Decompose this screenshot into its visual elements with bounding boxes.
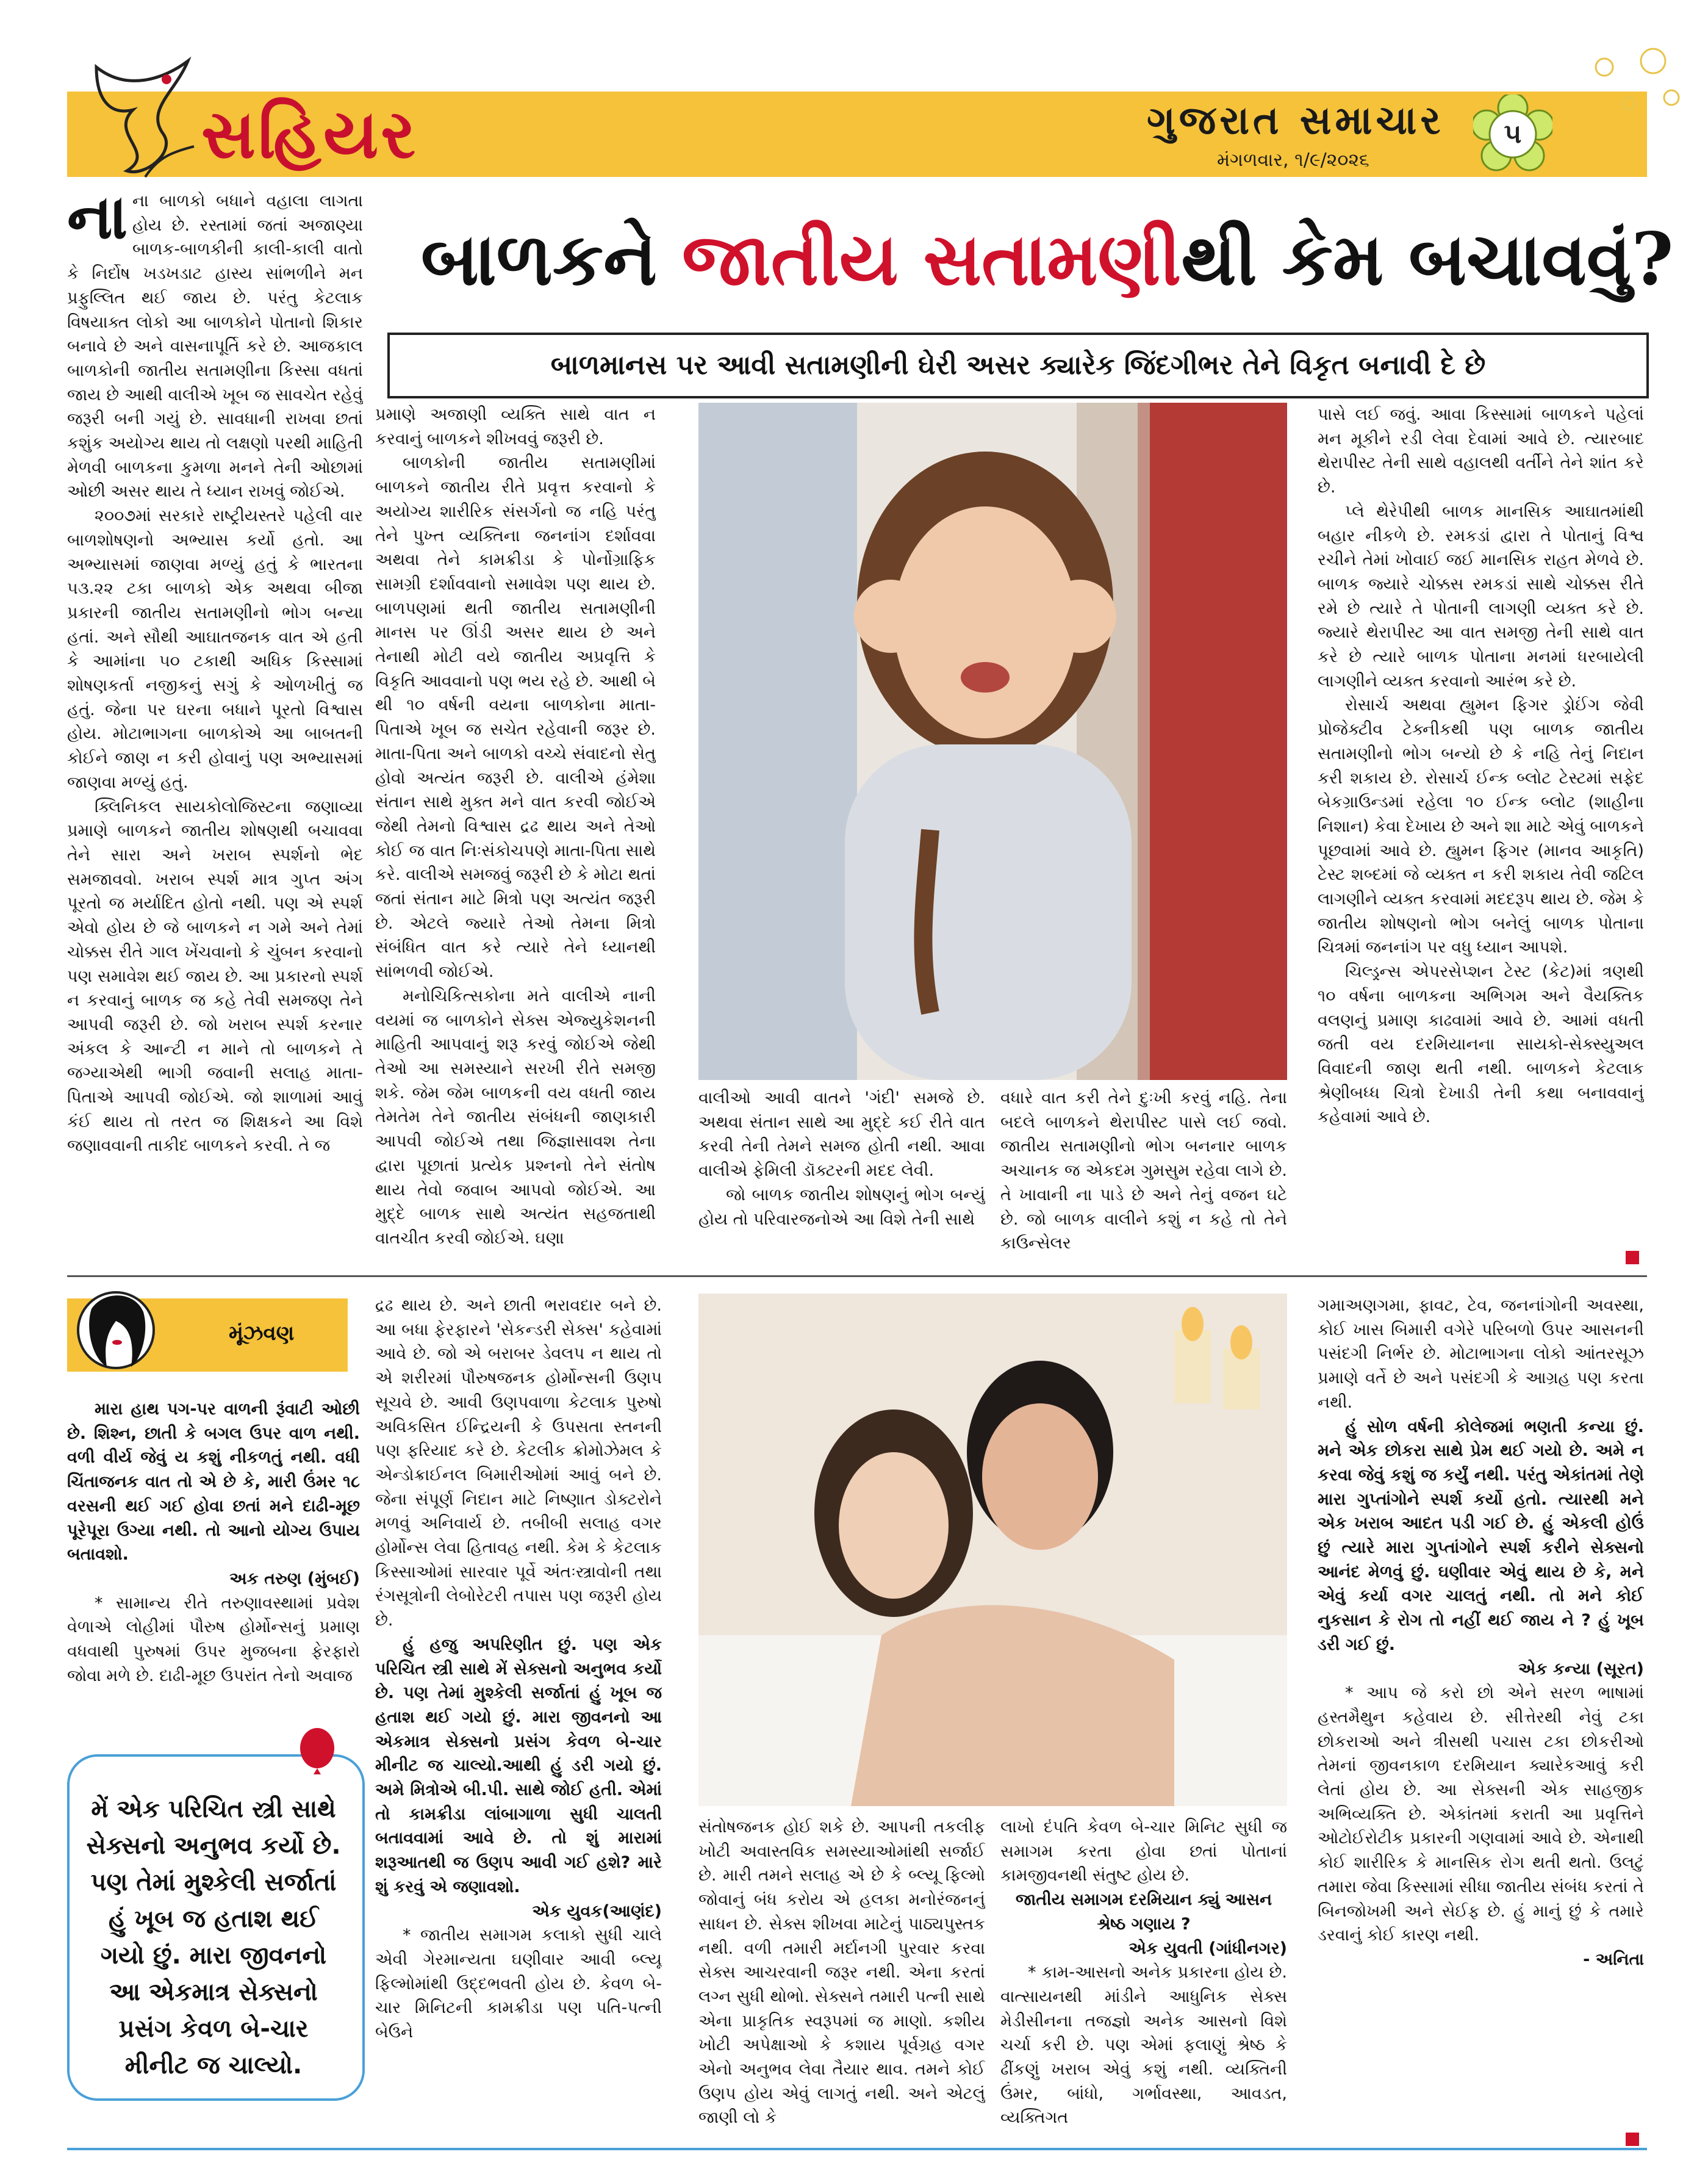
newspaper-name: ગુજરાત સમાચાર [1147, 98, 1444, 143]
advice-column-2: દ્રઢ થાય છે. અને છાતી ભરાવદાર બને છે. આ બધા ફેરફારને 'સેકન્ડરી સેક્સ' કહેવામાં આવે છે. જો એ બરાબર ડેવલપ ન થાય તો એ શરીરમાં પૌરુષજનક હોર્મોન્સની ઉણપ સૂચવે છે. આવી ઉણપવાળા કેટલાક પુરુષો અવિકસિત ઈન્દ્રિયની કે ઉપસતા સ્તનની પણ ફરિયાદ કરે છે. કેટલીક ક્રોમોઝેમલ કે એન્ડોક્રાઈનલ બિમારીઓમાં આવું બને છે. જેના સંપૂર્ણ નિદાન માટે નિષ્ણાત ડોક્ટરોને મળવું અનિવાર્ય છે. તબીબી સલાહ વગર હોર્મોન્સ લેવા હિતાવહ નથી. કેમ કે કેટલાક કિસ્સાઓમાં સારવાર પૂર્વે અંતઃસ્ત્રાવોની તથા રંગસૂત્રોની લેબોરેટરી તપાસ પણ જરૂરી હોય છે. હું હજુ અપરિણીત છું. પણ એક પરિચિત સ્ત્રી સાથે મેં સેક્સનો અનુભવ કર્યો છે. પણ તેમાં મુશ્કેલી સર્જાતાં હું ખૂબ જ હતાશ થઈ ગયો છું. મારા જીવનનો આ એકમાત્ર સેક્સનો પ્રસંગ કેવળ બે-ચાર મીનીટ જ ચાલ્યો.આથી હું ડરી ગયો છું. અમે મિત્રોએ બી.પી. સાથે જોઈ હતી. એમાં તો કામક્રીડા લાંબાગાળા સુધી ચાલતી બતાવવામાં આવે છે. તો શું મારામાં શરૂઆતથી જ ઉણપ આવી ગઈ હશે? મારે શું કરવું એ જણાવશો. એક યુવક(આણંદ) * જાતીય સમાગમ કલાકો સુધી ચાલે એવી ગેરમાન્યતા ઘણીવાર આવી બ્લ્યૂ ફિલ્મોમાંથી ઉદ્દભવતી હોય છે. કેવળ બે-ચાર મિનિટની કામક્રીડા પણ પતિ-પત્ની બેઉને [375, 1296, 662, 2042]
article-column-1: નાના બાળકો બધાને વહાલા લાગતા હોય છે. રસ્તામાં જતાં અજાણ્યા બાળક-બાળકીની કાલી-કાલી વાતો કે નિર્દોષ ખડખડાટ હાસ્ય સાંભળીને મન પ્રફુલ્લિત થઈ જાય છે. પરંતુ કેટલાક વિષયાક્ત લોકો આ બાળકોને પોતાનો શિકાર બનાવે છે અને વાસનાપૂર્તિ કરે છે. આજકાલ બાળકોની જાતીય સતામણીના કિસ્સા વધતાં જાય છે આથી વાલીએ ખૂબ જ સાવચેત રહેવું જરૂરી બની ગયું છે. સાવધાની રાખવા છતાં કશુંક અયોગ્ય થાય તો લક્ષણો પરથી માહિતી મેળવી બાળકના કુમળા મનને તેની ઓછામાં ઓછી અસર થાય તે ધ્યાન રાખવું જોઈએ. ૨૦૦૭માં સરકારે રાષ્ટ્રીયસ્તરે પહેલી વાર બાળશોષણનો અભ્યાસ કર્યો હતો. આ અભ્યાસમાં જાણવા મળ્યું હતું કે ભારતના ૫૩.૨૨ ટકા બાળકો એક અથવા બીજા પ્રકારની જાતીય સતામણીનો ભોગ બન્યા હતાં. અને સૌથી આઘાતજનક વાત એ હતી કે આમાંના ૫૦ ટકાથી અધિક કિસ્સામાં શોષણકર્તા નજીકનું સગું કે ઓળખીતું જ હતું. જેના પર ઘરના બધાને પૂરતો વિશ્વાસ હોય. મોટાભાગના બાળકોએ આ બાબતની કોઈને જાણ ન કરી હોવાનું પણ અભ્યાસમાં જાણવા મળ્યું હતું. ક્લિનિકલ સાયકોલોજિસ્ટના જણાવ્યા પ્રમાણે બાળકને જાતીય શોષણથી બચાવવા તેને સારા અને ખરાબ સ્પર્શનો ભેદ સમજાવવો. ખરાબ સ્પર્શ માત્ર ગુપ્ત અંગ પૂરતો જ મર્યાદિત હોતો નથી. પણ એ સ્પર્શ એવો હોય છે જે બાળકને ન ગમે અને તેમાં ચોક્કસ રીતે ગાલ ખેંચવાનો કે ચુંબન કરવાનો પણ સમાવેશ થઈ જાય છે. આ પ્રકારનો સ્પર્શ ન કરવાનું બાળક જ કહે તેવી સમજણ તેને આપવી જરૂરી છે. જો ખરાબ સ્પર્શ કરનાર અંકલ કે આન્ટી ન માને તો બાળકને તે જગ્યાએથી ભાગી જવાની સલાહ માતા-પિતાએ આપવી જોઈએ. જો શાળામાં આવું કંઈ થાય તો તરત જ શિક્ષકને આ વિશે જણાવવાની તાકીદ બાળકને કરવી. તે જ [67, 189, 363, 1156]
advice-column-4: ગમાઅણગમા, ફાવટ, ટેવ, જનનાંગોની અવસ્થા, કોઈ ખાસ બિમારી વગેરે પરિબળો ઉપર આસનની પસંદગી નિર્ભર છે. મોટાભાગના લોકો આંતરસૂઝ પ્રમાણે વર્તે છે અને પસંદગી કે આગ્રહ પણ કરતા નથી. હું સોળ વર્ષની કોલેજમાં ભણતી કન્યા છું. મને એક છોકરા સાથે પ્રેમ થઈ ગયો છે. અમે ન કરવા જેવું કશું જ કર્યું નથી. પરંતુ એકાંતમાં તેણે મારા ગુપ્તાંગોને સ્પર્શ કર્યો હતો. ત્યારથી મને એક ખરાબ આદત પડી ગઈ છે. હું એકલી હોઉં છું ત્યારે મારા ગુપ્તાંગોને સ્પર્શ કરીને સેક્સનો આનંદ મેળવું છું. ઘણીવાર એવું થાય છે કે, મને એવું કર્યા વગર ચાલતું નથી. તો મને કોઈ નુકસાન કે રોગ તો નહીં થઈ જાય ને ? હું ખૂબ ડરી ગઈ છું. એક કન્યા (સૂરત) * આપ જે કરો છો એને સરળ ભાષામાં હસ્તમૈથુન કહેવાય છે. સીત્તેરથી નેવું ટકા છોકરાઓ અને ત્રીસથી પચાસ ટકા છોકરીઓ તેમનાં જીવનકાળ દરમિયાન ક્યારેકઆવું કરી લેતાં હોય છે. આ સેક્સની એક સાહજીક અભિવ્યક્તિ છે. એકાંતમાં કરાતી આ પ્રવૃત્તિને ઓટોઈરોટીક પ્રકારની ગણવામાં આવે છે. એનાથી કોઈ શારીરિક કે માનસિક રોગ થતી થતો. ઉલટું તમારા જેવા કિસ્સામાં સીધા જાતીય સંબંધ કરતાં તે બિનજોખમી અને સેઈફ છે. હું માનું છું કે તમારે ડરવાનું કોઈ કારણ નથી. - અનિતા [1318, 1294, 1644, 2160]
page-number: ૫ [1504, 118, 1522, 149]
issue-date: મંગળવાર, ૧/૯/૨૦૨૬ [1217, 149, 1369, 171]
advice-section-title: મૂંઝવણ [229, 1321, 295, 1345]
dropcap: ના [67, 189, 127, 253]
balloon-icon [293, 1727, 342, 1782]
crying-girl-illustration [698, 403, 1287, 1080]
article-column-3a: વાલીઓ આવી વાતને 'ગંદી' સમજે છે. અથવા સંતાન સાથે આ મુદ્દે કઈ રીતે વાત કરવી તેની તેમને સમજ હોતી નથી. આવા વાલીએ ફેમિલી ડૉક્ટરની મદદ લેવી. જો બાળક જાતીય શોષણનું ભોગ બન્યું હોય તો પરિવારજનોએ આ વિશે તેની સાથે [698, 1089, 985, 1229]
advice-column-3a: સંતોષજનક હોઈ શકે છે. આપની તકલીફ ખોટી અવાસ્તવિક સમસ્યાઓમાંથી સર્જાઈ છે. મારી તમને સલાહ એ છે કે બ્લ્યૂ ફિલ્મો જોવાનું બંધ કરોય એ હલકા મનોરંજનનું સાધન છે. સેક્સ શીખવા માટેનું પાઠ્યપુસ્તક નથી. વળી તમારી મર્દાનગી પુરવાર કરવા સેક્સ આચરવાની જરૂર નથી. એના કરતાં લગ્ન સુધી થોભો. સેક્સને તમારી પત્ની સાથે એના પ્રાકૃતિક સ્વરૂપમાં જ માણો. કશીય ખોટી અપેક્ષાઓ કે કશાય પૂર્વગ્રહ વગર એનો અનુભવ લેવા તૈયાર થાવ. તમને કોઈ ઉણપ હોય એવું લાગતું નથી. અને એટલું જાણી લો કે [698, 1818, 985, 2128]
decorative-stars [1580, 43, 1690, 128]
article-end-mark [1626, 1251, 1639, 1264]
author-name: - અનિતા [1583, 1949, 1644, 1969]
section-divider [67, 1275, 1647, 1277]
woman-face-icon [73, 1284, 159, 1376]
article-subheading: બાળમાનસ પર આવી સતામણીની ઘેરી અસર ક્યારેક જિંદગીભર તેને વિકૃત બનાવી દે છે [387, 333, 1649, 398]
couple-illustration [698, 1294, 1287, 1806]
section-logo-text: સહિયર [201, 95, 418, 173]
article-column-2: પ્રમાણે અજાણી વ્યક્તિ સાથે વાત ન કરવાનું બાળકને શીખવવું જરૂરી છે. બાળકોની જાતીય સતામણીમાં બાળકને જાતીય રીતે પ્રવૃત્ત કરવાનો કે અયોગ્ય શારીરિક સંસર્ગનો જ નહિ પરંતુ તેને પુખ્ત વ્યક્તિના જનનાંગ દર્શાવવા અથવા તેને કામક્રીડા કે પોર્નોગ્રાફિક સામગ્રી દર્શાવવાનો સમાવેશ પણ થાય છે. બાળપણમાં થતી જાતીય સતામણીની માનસ પર ઊંડી અસર થાય છે અને તેનાથી મોટી વયે જાતીય અપ્રવૃત્તિ કે વિકૃતિ આવવાનો પણ ભય રહે છે. આથી બે થી ૧૦ વર્ષની વયના બાળકોના માતા-પિતાએ ખૂબ જ સચેત રહેવાની જરૂર છે. માતા-પિતા અને બાળકો વચ્ચે સંવાદનો સેતુ હોવો અત્યંત જરૂરી છે. વાલીએ હંમેશા સંતાન સાથે મુક્ત મને વાત કરવી જોઈએ જેથી તેમનો વિશ્વાસ દ્રઢ થાય અને તેઓ કોઈ જ વાત નિઃસંકોચપણે માતા-પિતા સાથે કરે. વાલીએ સમજવું જરૂરી છે કે મોટા થતાં જતાં સંતાન માટે મિત્રો પણ અત્યંત જરૂરી છે. એટલે જ્યારે તેઓ તેમના મિત્રો સંબંધિત વાત કરે ત્યારે તેને ધ્યાનથી સાંભળવી જોઈએ. મનોચિકિત્સકોના મતે વાલીએ નાની વયમાં જ બાળકોને સેક્સ એજ્યુકેશનની માહિતી આપવાનું શરૂ કરવું જોઈએ જેથી તેઓ આ સમસ્યાને સરખી રીતે સમજી શકે. જેમ જેમ બાળકની વય વધતી જાય તેમતેમ તેને જાતીય સંબંધની જાણકારી આપવી જોઈએ તથા જિજ્ઞાસાવશ તેના દ્વારા પૂછાતાં પ્રત્યેક પ્રશ્નનો તેને સંતોષ થાય તેવો જવાબ આપવો જોઈએ. આ મુદ્દે બાળક સાથે અત્યંત સહજતાથી વાતચીત કરવી જોઈએ. ઘણા [375, 405, 656, 1248]
advice-column-3b: લાખો દંપતિ કેવળ બે-ચાર મિનિટ સુધી જ સમાગમ કરતા હોવા છતાં પોતાનાં કામજીવનથી સંતુષ્ટ હોય છે. જાતીય સમાગમ દરમિયાન ક્યું આસન શ્રેષ્ઠ ગણાય ? એક યુવતી (ગાંધીનગર) * કામ-આસનો અનેક પ્રકારના હોય છે. વાત્સાયનથી માંડીને આધુનિક સેક્સ મેડીસીનના તજજ્ઞો અનેક આસનો વિશે ચર્ચા કરી છે. પણ એમાં ફલાણું શ્રેષ્ઠ કે ઢીંકણું ખરાબ એવું કશું નથી. વ્યક્તિની ઉંમર, બાંધો, ગર્ભાવસ્થા, આવડત, વ્યક્તિગત [1000, 1818, 1287, 2128]
article-headline: બાળકને જાતીય સતામણીથી કેમ બચાવવું? [421, 217, 1674, 301]
article-column-3b: વધારે વાત કરી તેને દુઃખી કરવું નહિ. તેના બદલે બાળકને થેરાપીસ્ટ પાસે લઈ જવો. જાતીય સતામણીનો ભોગ બનનાર બાળક અચાનક જ એકદમ ગુમસુમ રહેવા લાગે છે. તે ખાવાની ના પાડે છે અને તેનું વજન ઘટે છે. જો બાળક વાલીને કશું ન કહે તો તેને કાઉન્સેલર [1000, 1089, 1287, 1253]
pull-quote-text: મેં એક પરિચિત સ્ત્રી સાથે સેક્સનો અનુભવ કર્યો છે. પણ તેમાં મુશ્કેલી સર્જાતાં હું ખૂબ જ હતાશ થઈ ગયો છું. મારા જીવનનો આ એકમાત્ર સેક્સનો પ્રસંગ કેવળ બે-ચાર મીનીટ જ ચાલ્યો. [86, 1795, 341, 2079]
advice-end-mark [1626, 2133, 1639, 2146]
advice-column-1: મારા હાથ પગ-પર વાળની રૂંવાટી ઓછી છે. શિશ્ન, છાતી કે બગલ ઉપર વાળ નથી. વળી વીર્ય જેવું ય કશું નીકળતું નથી. વધી ચિંતાજનક વાત તો એ છે કે, મારી ઉંમર ૧૮ વરસની થઈ ગઈ હોવા છતાં મને દાઢી-મૂછ પૂરેપૂરા ઉગ્યા નથી. તો આનો યોગ્ય ઉપાય બતાવશો. અક તરુણ (મુંબઈ) * સામાન્ય રીતે તરુણાવસ્થામાં પ્રવેશ વેળાએ લોહીમાં પૌરુષ હોર્મોન્સનું પ્રમાણ વધવાથી પુરુષમાં ઉપર મુજબના ફેરફારો જોવા મળે છે. દાઢી-મૂછ ઉપરાંત તેનો અવાજ [67, 1400, 360, 1685]
article-column-4: પાસે લઈ જવું. આવા કિસ્સામાં બાળકને પહેલાં મન મૂકીને રડી લેવા દેવામાં આવે છે. ત્યારબાદ થેરાપીસ્ટ તેની સાથે વહાલથી વર્તીને તેને શાંત કરે છે. પ્લે થેરેપીથી બાળક માનસિક આઘાતમાંથી બહાર નીકળે છે. રમકડાં દ્વારા તે પોતાનું વિશ્વ રચીને તેમાં ખોવાઈ જઈ માનસિક રાહત મેળવે છે. બાળક જ્યારે ચોક્કસ રમકડાં સાથે ચોક્કસ રીતે રમે છે ત્યારે તે પોતાની લાગણી વ્યક્ત કરે છે. જ્યારે થેરાપીસ્ટ આ વાત સમજી તેની સાથે વાત કરે છે ત્યારે બાળક પોતાના મનમાં ધરબાયેલી લાગણીને વ્યક્ત કરવાનો આરંભ કરે છે. રોસાર્ચ અથવા હ્યુમન ફિગર ડ્રોઈંગ જેવી પ્રોજેક્ટીવ ટેક્નીકથી પણ બાળક જાતીય સતામણીનો ભોગ બન્યો છે કે નહિ તેનું નિદાન કરી શકાય છે. રોસાર્ચ ઈન્ક બ્લોટ ટેસ્ટમાં સફેદ બેકગ્રાઉન્ડમાં રહેલા ૧૦ ઈન્ક બ્લોટ (શાહીના નિશાન) કેવા દેખાય છે અને શા માટે એવું બાળકને પૂછવામાં આવે છે. હ્યુમન ફિગર (માનવ આકૃતિ) ટેસ્ટ શબ્દમાં જે વ્યક્ત ન કરી શકાય તેવી જટિલ લાગણીને વ્યક્ત કરવામાં મદદરૂપ થાય છે. જેમ કે જાતીય શોષણનો ભોગ બનેલું બાળક પોતાના ચિત્રમાં જનનાંગ પર વધુ ધ્યાન આપશે. ચિલ્ડ્રન્સ એપરસેપ્શન ટેસ્ટ (કેટ)માં ત્રણથી ૧૦ વર્ષના બાળકના અભિગમ અને વૈયક્તિક વલણનું પ્રમાણ કાઢવામાં આવે છે. આમાં વધતી જતી વય દરમિયાનના સાયકો-સેક્સ્યુઅલ વિવાદની જાણ થતી નથી. બાળકને કેટલાક શ્રેણીબધ્ધ ચિત્રો દેખાડી તેની કથા બનાવવાનું કહેવામાં આવે છે. [1318, 405, 1644, 1127]
bottom-rule [67, 2148, 1647, 2150]
